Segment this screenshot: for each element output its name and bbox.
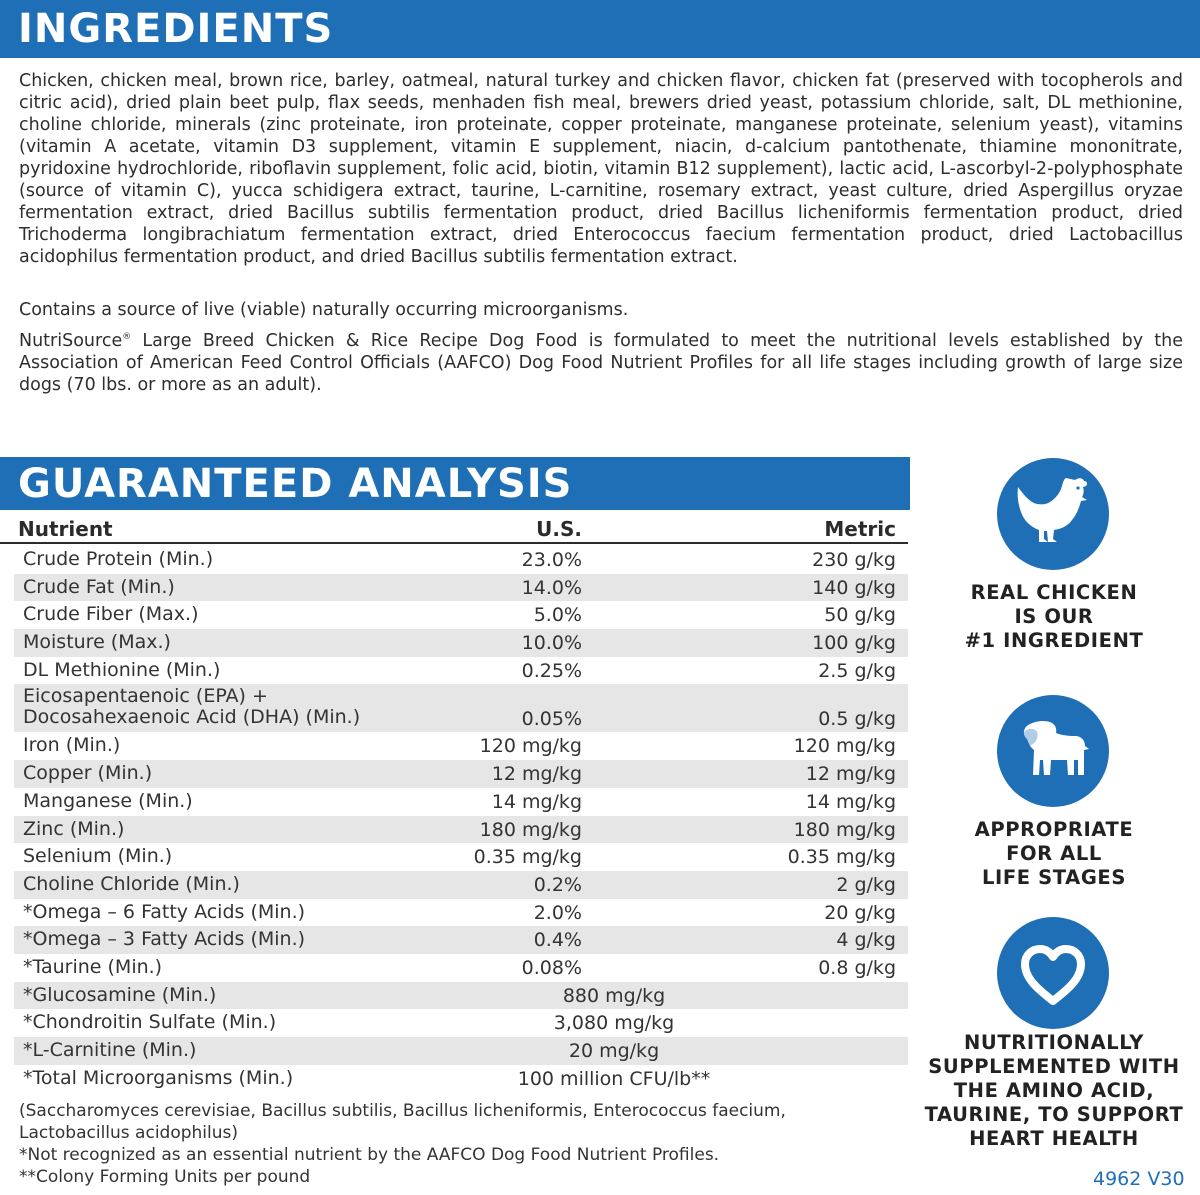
table-row	[14, 1065, 908, 1093]
us-value: 0.25%	[521, 659, 582, 682]
table-row	[14, 732, 908, 760]
table-row	[14, 788, 908, 816]
nutrient-name: Selenium (Min.)	[23, 845, 173, 868]
metric-value: 2 g/kg	[836, 873, 896, 896]
metric-value: 140 g/kg	[812, 576, 896, 599]
table-row	[14, 982, 908, 1010]
column-header-us: U.S.	[536, 517, 582, 541]
us-value: 5.0%	[533, 604, 582, 627]
metric-value: 12 mg/kg	[805, 763, 896, 786]
table-row	[14, 871, 908, 899]
ingredients-banner	[0, 0, 1200, 58]
nutrient-name-line: Eicosapentaenoic (EPA) +	[23, 685, 268, 708]
nutrient-name: *Glucosamine (Min.)	[23, 983, 217, 1006]
microorganisms-list: (Saccharomyces cerevisiae, Bacillus subtilis, Bacillus licheniformis, Enterococcus faecium, Lactobacillus acidophilus)	[19, 1101, 786, 1143]
table-row	[14, 629, 908, 657]
table-row	[14, 1037, 908, 1065]
us-value: 120 mg/kg	[479, 735, 582, 758]
combined-value: 3,080 mg/kg	[553, 1012, 675, 1035]
us-value: 0.05%	[521, 708, 582, 731]
us-value: 180 mg/kg	[479, 818, 582, 841]
chicken-icon	[997, 458, 1109, 570]
metric-value: 230 g/kg	[812, 549, 896, 571]
claim-taurine: NUTRITIONALLY SUPPLEMENTED WITH THE AMINO ACID, TAURINE, TO SUPPORT HEART HEALTH	[924, 1031, 1184, 1150]
metric-value: 120 mg/kg	[793, 735, 896, 758]
table-row	[14, 899, 908, 927]
chicken-badge	[997, 458, 1109, 570]
nutrient-name	[23, 686, 360, 728]
nutrient-name: DL Methionine (Min.)	[23, 658, 221, 681]
footnote-cfu: **Colony Forming Units per pound	[19, 1167, 311, 1187]
nutrient-name: *Chondroitin Sulfate (Min.)	[23, 1011, 277, 1034]
nutrient-name: Crude Fat (Min.)	[23, 575, 175, 598]
metric-value: 14 mg/kg	[805, 790, 896, 813]
table-row	[14, 574, 908, 602]
column-header-nutrient: Nutrient	[18, 517, 113, 541]
us-value: 0.2%	[533, 873, 582, 896]
table-row	[14, 546, 908, 574]
aafco-statement	[19, 330, 1183, 396]
metric-value: 100 g/kg	[812, 632, 896, 655]
table-row	[14, 760, 908, 788]
ingredients-list: Chicken, chicken meal, brown rice, barley, oatmeal, natural turkey and chicken flavor, chicken fat (preserved with tocopherols and citric acid), dried plain beet pulp, flax seeds, menhaden fish meal, brewers dried yeast, potassium chloride, salt, DL methionine, choline chloride, minerals (zinc proteinate, iron proteinate, copper proteinate, manganese proteinate, selenium yeast), vitamins (vitamin A acetate, vitamin D3 supplement, vitamin E supplement, niacin, d-calcium pantothenate, thiamine mononitrate, pyridoxine hydrochloride, riboflavin supplement, folic acid, biotin, vitamin B12 supplement), lactic acid, L-ascorbyl-2-polyphosphate (source of vitamin C), yucca schidigera extract, taurine, L-carnitine, rosemary extract, yeast culture, dried Aspergillus oryzae fermentation extract, dried Bacillus subtilis fermentation product, dried Bacillus licheniformis fermentation product, dried Trichoderma longibrachiatum fermentation extract, dried Enterococcus faecium fermentation product, dried Lactobacillus acidophilus fermentation product, and dried Bacillus subtilis fermentation extract.	[19, 71, 1183, 267]
table-row	[14, 954, 908, 982]
us-value: 0.35 mg/kg	[473, 846, 582, 869]
us-value: 23.0%	[521, 549, 582, 571]
us-value: 0.4%	[533, 929, 582, 952]
product-code: 4962 V30	[1093, 1168, 1185, 1190]
nutrient-name: Crude Protein (Min.)	[23, 548, 214, 570]
metric-value: 2.5 g/kg	[818, 659, 896, 682]
nutrient-name: *L-Carnitine (Min.)	[23, 1039, 197, 1061]
claim-life-stages: APPROPRIATE FOR ALL LIFE STAGES	[974, 818, 1134, 889]
live-microorganisms-note: Contains a source of live (viable) naturally occurring microorganisms.	[19, 300, 629, 320]
metric-value: 0.5 g/kg	[818, 708, 896, 731]
us-value: 14 mg/kg	[491, 790, 582, 813]
metric-value: 180 mg/kg	[793, 818, 896, 841]
nutrient-name: Copper (Min.)	[23, 762, 153, 785]
combined-value: 20 mg/kg	[568, 1040, 660, 1062]
nutrient-name: Manganese (Min.)	[23, 789, 193, 812]
nutrient-name: *Omega – 6 Fatty Acids (Min.)	[23, 900, 306, 923]
footnote-not-essential: *Not recognized as an essential nutrient by the AAFCO Dog Food Nutrient Profiles.	[19, 1145, 720, 1165]
nutrient-name: *Omega – 3 Fatty Acids (Min.)	[23, 928, 306, 951]
analysis-heading: GUARANTEED ANALYSIS	[18, 461, 573, 507]
metric-value: 50 g/kg	[824, 604, 896, 627]
table-row	[14, 601, 908, 629]
claim-real-chicken: REAL CHICKEN IS OUR #1 INGREDIENT	[964, 581, 1144, 652]
combined-value: 100 million CFU/lb**	[517, 1067, 711, 1090]
aafco-statement-text: Large Breed Chicken & Rice Recipe Dog Food is formulated to meet the nutritional levels established by the Association of American Feed Control Officials (AAFCO) Dog Food Nutrient Profiles for all life stages including growth of large size dogs (70 lbs. or more as an adult).	[19, 331, 1183, 395]
combined-value: 880 mg/kg	[562, 984, 666, 1007]
heart-badge	[997, 917, 1109, 1029]
table-row	[14, 684, 908, 732]
table-row	[14, 816, 908, 844]
table-row	[14, 843, 908, 871]
table-row	[14, 657, 908, 685]
analysis-banner	[0, 457, 910, 510]
analysis-table-header	[0, 514, 908, 544]
puppy-icon	[997, 695, 1109, 807]
ingredients-heading: INGREDIENTS	[18, 6, 334, 52]
us-value: 14.0%	[521, 576, 582, 599]
us-value: 2.0%	[533, 901, 582, 924]
us-value: 0.08%	[521, 956, 582, 979]
us-value: 10.0%	[521, 632, 582, 655]
table-row	[14, 926, 908, 954]
registered-mark: ®	[122, 332, 132, 343]
analysis-table-body	[14, 546, 908, 1092]
table-row	[14, 1009, 908, 1037]
metric-value: 0.8 g/kg	[818, 956, 896, 979]
metric-value: 4 g/kg	[836, 929, 896, 952]
us-value: 12 mg/kg	[491, 763, 582, 786]
column-header-metric: Metric	[824, 517, 896, 541]
nutrient-name: Choline Chloride (Min.)	[23, 872, 240, 895]
brand-name: NutriSource	[19, 331, 123, 351]
nutrient-name: Moisture (Max.)	[23, 631, 171, 654]
nutrient-name: Zinc (Min.)	[23, 817, 125, 840]
nutrient-name: *Total Microorganisms (Min.)	[23, 1066, 294, 1089]
heart-icon	[997, 917, 1109, 1029]
nutrient-name: Crude Fiber (Max.)	[23, 603, 199, 626]
nutrient-name: *Taurine (Min.)	[23, 955, 163, 978]
puppy-badge	[997, 695, 1109, 807]
metric-value: 20 g/kg	[824, 901, 896, 924]
metric-value: 0.35 mg/kg	[787, 846, 896, 869]
nutrient-name: Iron (Min.)	[23, 734, 121, 757]
nutrient-name-line: Docosahexaenoic Acid (DHA) (Min.)	[23, 706, 361, 729]
